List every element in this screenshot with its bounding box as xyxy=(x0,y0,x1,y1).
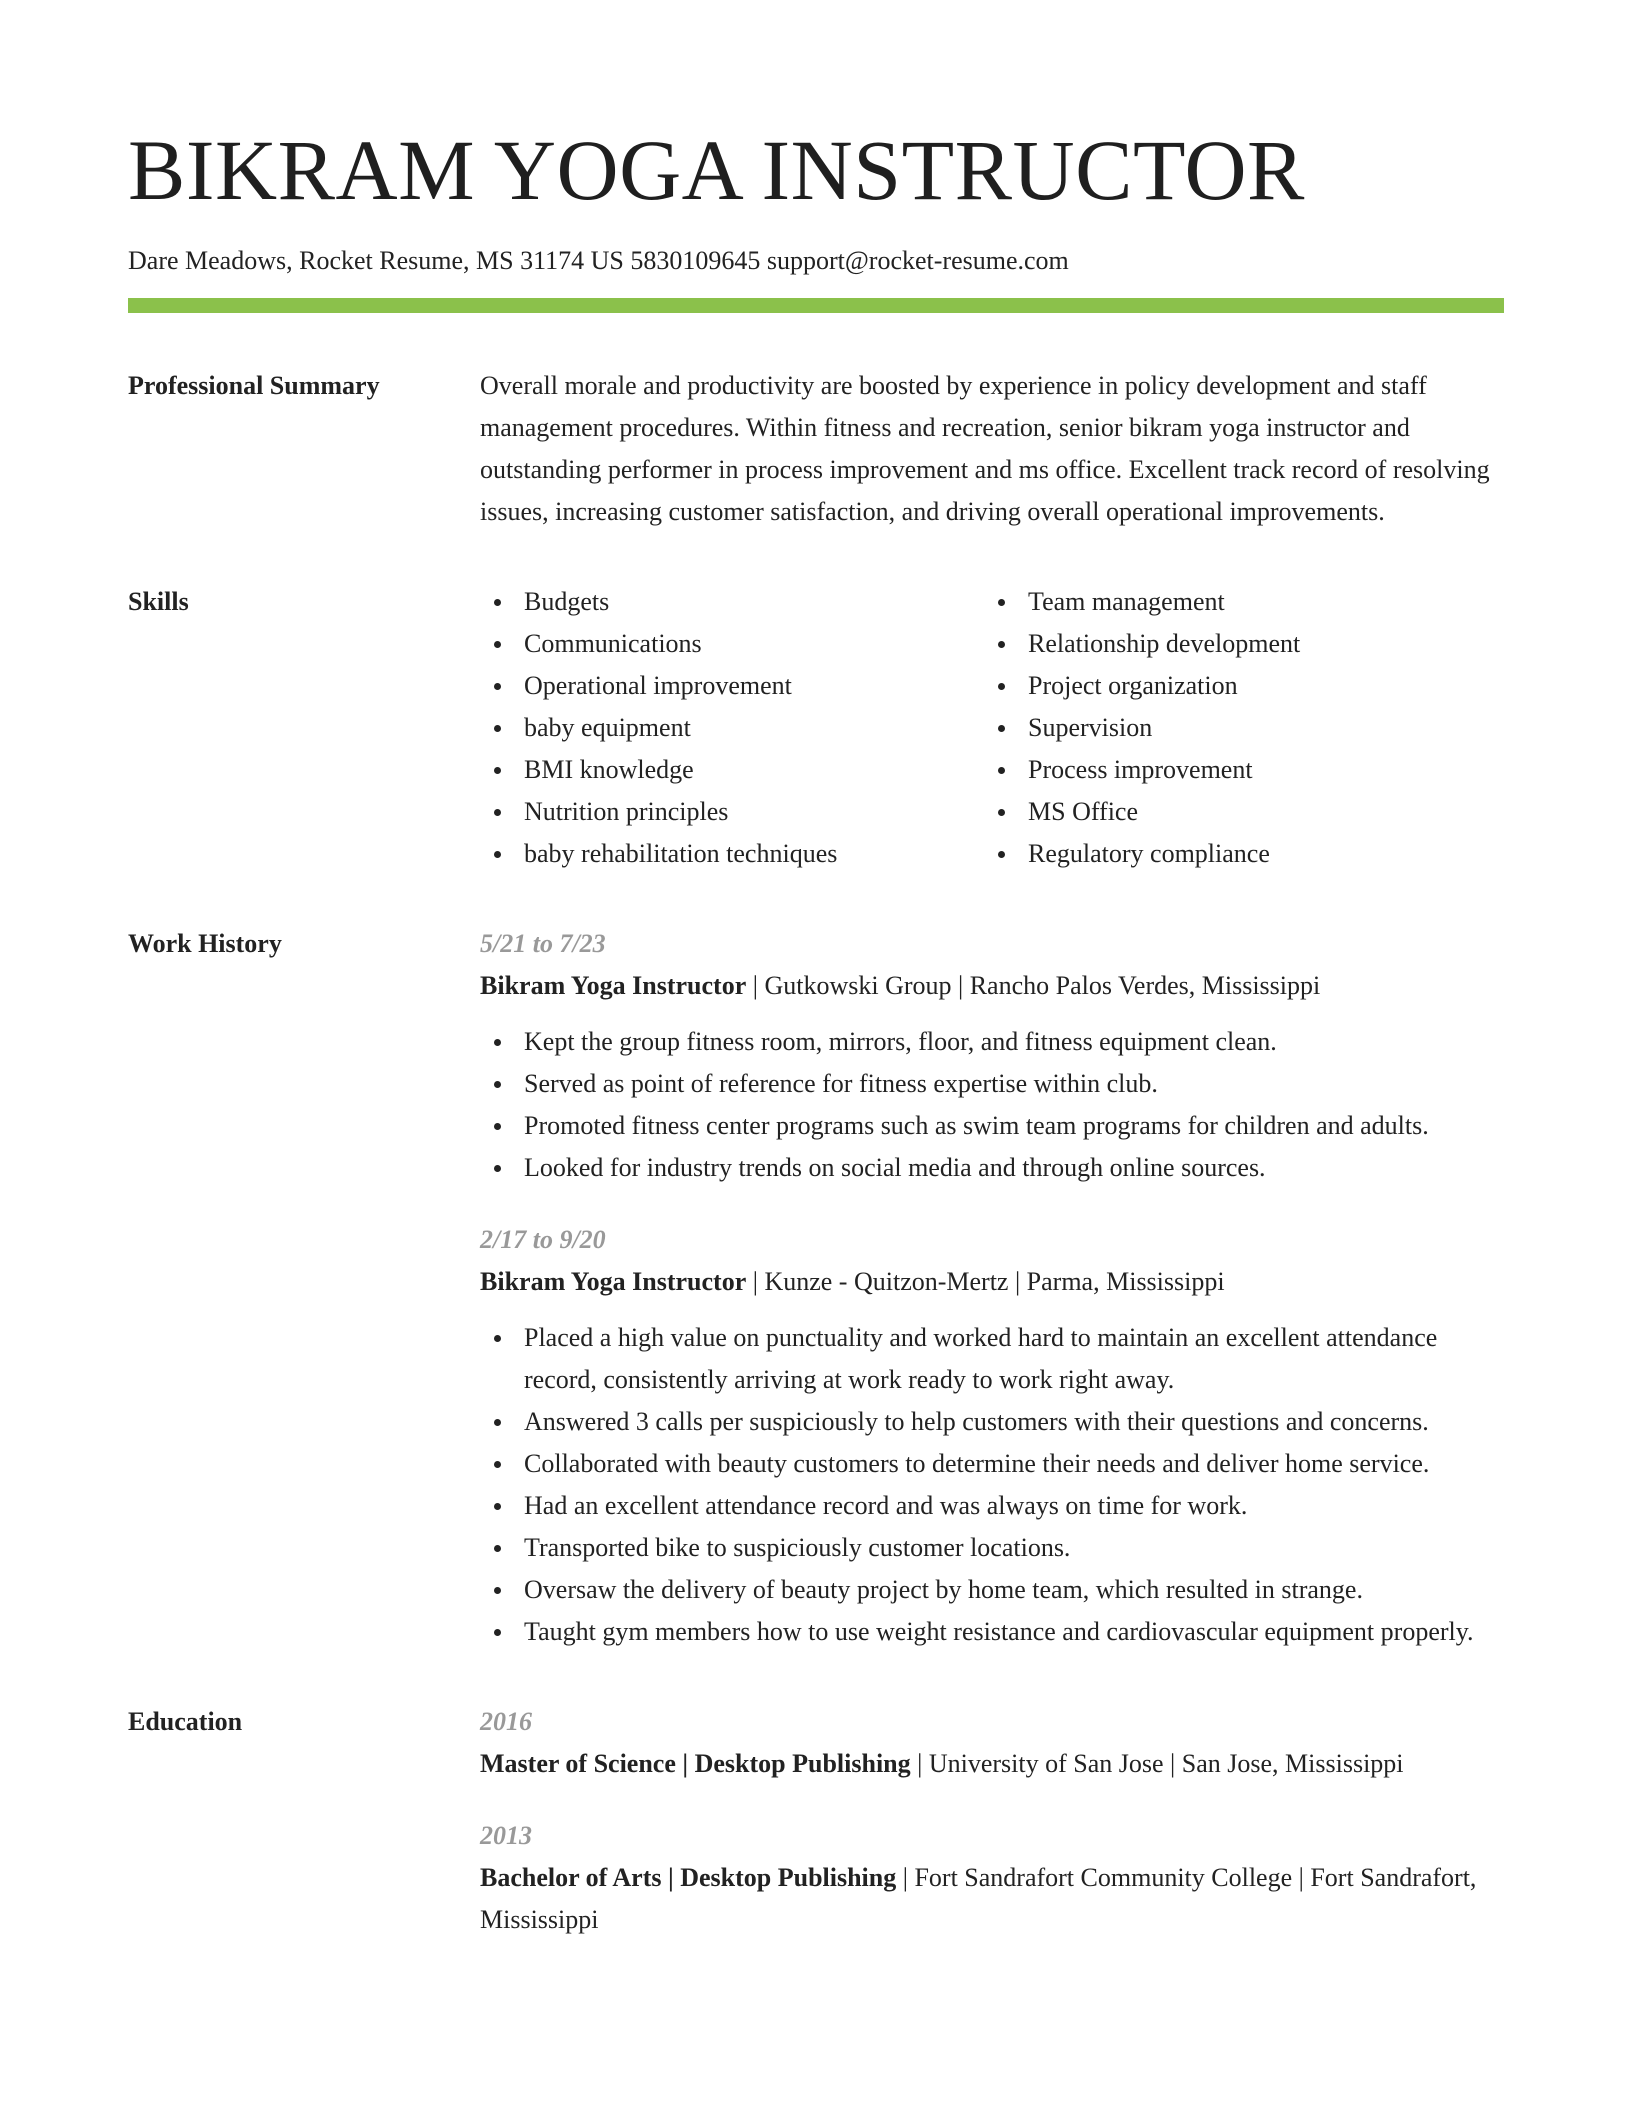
skill-item: Communications xyxy=(480,623,984,665)
skill-item: Process improvement xyxy=(984,749,1488,791)
skill-item: Budgets xyxy=(480,581,984,623)
job-bullet: Had an excellent attendance record and was always on time for work. xyxy=(480,1485,1504,1527)
job-bullet: Placed a high value on punctuality and worked hard to maintain an excellent attendance record, consistently arriving at work ready to work right away. xyxy=(480,1317,1504,1401)
skill-item: Relationship development xyxy=(984,623,1488,665)
summary-text: Overall morale and productivity are boosted by experience in policy development and staff management procedures. Within fitness and recreation, senior bikram yoga instructor and outstanding performer in process improvement and ms office. Excellent track record of resolving issues, increasing customer satisfaction, and driving overall operational improvements. xyxy=(480,371,1490,526)
job-bullet: Transported bike to suspiciously customer locations. xyxy=(480,1527,1504,1569)
job-role: Bikram Yoga Instructor xyxy=(480,1267,747,1296)
skills-column-2 xyxy=(984,581,1488,875)
skill-item: baby equipment xyxy=(480,707,984,749)
skill-item: Operational improvement xyxy=(480,665,984,707)
skill-item: Supervision xyxy=(984,707,1488,749)
education-degree: Master of Science | Desktop Publishing xyxy=(480,1749,911,1778)
section-title: Education xyxy=(128,1707,243,1736)
skill-item: Team management xyxy=(984,581,1488,623)
education-date: 2013 xyxy=(480,1821,532,1850)
job-date: 2/17 to 9/20 xyxy=(480,1225,606,1254)
job-bullet: Answered 3 calls per suspiciously to help customers with their questions and concerns. xyxy=(480,1401,1504,1443)
job-bullet: Collaborated with beauty customers to determine their needs and deliver home service. xyxy=(480,1443,1504,1485)
education-entry xyxy=(480,1815,1504,1941)
skill-item: baby rehabilitation techniques xyxy=(480,833,984,875)
resume-page xyxy=(128,120,1504,1941)
education-date: 2016 xyxy=(480,1707,532,1736)
contact-line: Dare Meadows, Rocket Resume, MS 31174 US 5830109645 support@rocket-resume.com xyxy=(128,246,1069,275)
job-role-line xyxy=(480,1261,1504,1303)
skill-item: Regulatory compliance xyxy=(984,833,1488,875)
job-bullet: Looked for industry trends on social media and through online sources. xyxy=(480,1147,1504,1189)
skill-item: Project organization xyxy=(984,665,1488,707)
job-entry xyxy=(480,923,1504,1189)
skills-section xyxy=(128,581,1504,875)
job-bullet: Served as point of reference for fitness expertise within club. xyxy=(480,1063,1504,1105)
education-degree-line xyxy=(480,1857,1504,1941)
job-bullets xyxy=(480,1021,1504,1189)
education-details: | Fort Sandrafort Community College | Fort Sandrafort, Mississippi xyxy=(480,1863,1477,1934)
job-bullet: Taught gym members how to use weight resistance and cardiovascular equipment properly. xyxy=(480,1611,1504,1653)
section-title: Work History xyxy=(128,929,282,958)
resume-title: BIKRAM YOGA INSTRUCTOR xyxy=(128,122,1305,218)
skill-item: Nutrition principles xyxy=(480,791,984,833)
skill-item: MS Office xyxy=(984,791,1488,833)
job-details: | Kunze - Quitzon-Mertz | Parma, Mississippi xyxy=(746,1267,1225,1296)
summary-section xyxy=(128,365,1504,533)
job-role: Bikram Yoga Instructor xyxy=(480,971,747,1000)
section-title: Skills xyxy=(128,587,189,616)
job-entry xyxy=(480,1219,1504,1653)
section-title: Professional Summary xyxy=(128,371,380,400)
skill-item: BMI knowledge xyxy=(480,749,984,791)
job-bullet: Kept the group fitness room, mirrors, floor, and fitness equipment clean. xyxy=(480,1021,1504,1063)
education-section xyxy=(128,1701,1504,1941)
job-bullets xyxy=(480,1317,1504,1653)
education-entry xyxy=(480,1701,1504,1785)
skills-column-1 xyxy=(480,581,984,875)
job-details: | Gutkowski Group | Rancho Palos Verdes, Mississippi xyxy=(746,971,1321,1000)
education-degree-line xyxy=(480,1743,1504,1785)
job-bullet: Oversaw the delivery of beauty project by home team, which resulted in strange. xyxy=(480,1569,1504,1611)
work-history-section xyxy=(128,923,1504,1653)
accent-divider xyxy=(128,298,1504,313)
job-date: 5/21 to 7/23 xyxy=(480,929,606,958)
education-degree: Bachelor of Arts | Desktop Publishing xyxy=(480,1863,897,1892)
job-role-line xyxy=(480,965,1504,1007)
education-details: | University of San Jose | San Jose, Mississippi xyxy=(910,1749,1404,1778)
job-bullet: Promoted fitness center programs such as swim team programs for children and adults. xyxy=(480,1105,1504,1147)
